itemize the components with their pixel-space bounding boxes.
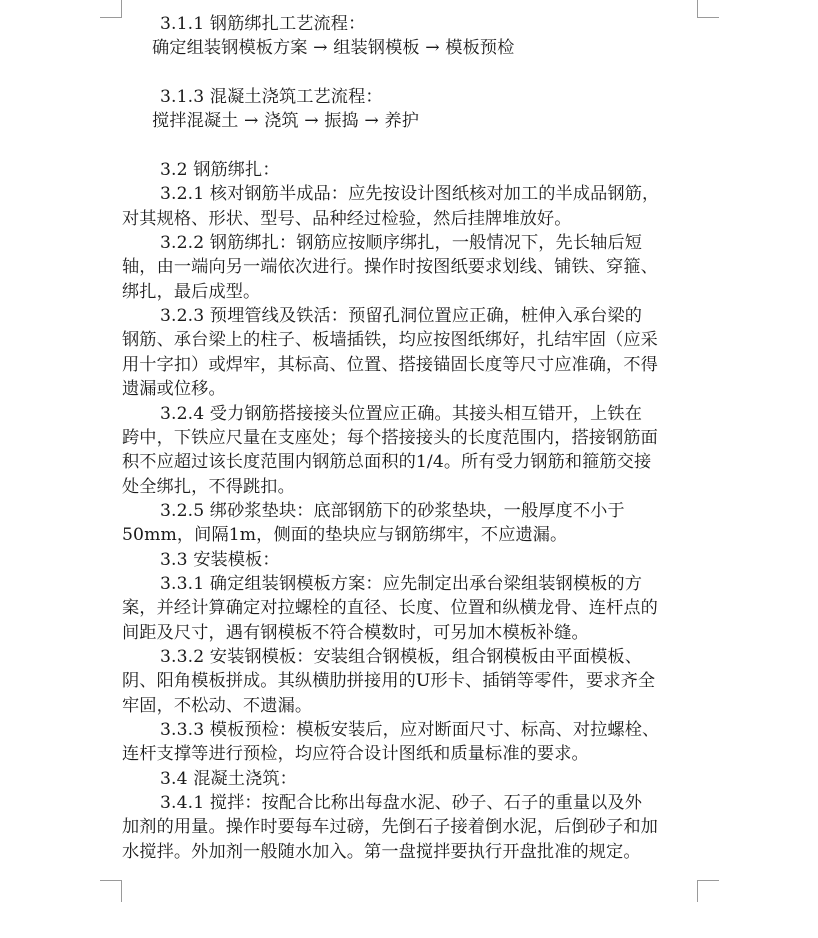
text-line-s341-l2: 加剂的用量。操作时要每车过磅，先倒石子接着倒水泥，后倒砂子和加 [122,817,658,838]
crop-mark-bottom-left-v [121,880,122,902]
text-line-s333-l1: 3.3.3 模板预检：模板安装后，应对断面尺寸、标高、对拉螺栓、 [160,719,660,740]
text-line-s321-l2: 对其规格、形状、型号、品种经过检验，然后挂牌堆放好。 [122,208,572,229]
text-line-s321-l1: 3.2.1 核对钢筋半成品：应先按设计图纸核对加工的半成品钢筋， [160,184,660,205]
text-line-s331-l2: 案，并经计算确定对拉螺栓的直径、长度、位置和纵横龙骨、连杆点的 [122,598,658,619]
text-line-s323-l4: 遗漏或位移。 [122,379,226,400]
text-line-s313-flow: 搅拌混凝土 → 浇筑 → 振捣 → 养护 [152,111,420,132]
text-line-s333-l2: 连杆支撑等进行预检，均应符合设计图纸和质量标准的要求。 [122,744,589,765]
spacer [122,134,702,158]
text-line-s33-heading: 3.3 安装模板： [160,549,280,570]
text-line-s34-heading: 3.4 混凝土浇筑： [160,768,297,789]
spacer [122,61,702,85]
text-line-s324-l1: 3.2.4 受力钢筋搭接接头位置应正确。其接头相互错开，上铁在 [160,403,642,424]
text-line-s331-l3: 间距及尺寸，遇有钢模板不符合模数时，可另加木模板补缝。 [122,622,589,643]
text-line-s325-l1: 3.2.5 绑砂浆垫块：底部钢筋下的砂浆垫块，一般厚度不小于 [160,500,625,521]
text-line-s311-flow: 确定组装钢模板方案 → 组装钢模板 → 模板预检 [152,38,515,59]
text-line-s313-heading: 3.1.3 混凝土浇筑工艺流程： [160,87,383,108]
text-line-s332-l2: 阴、阳角模板拼成。其纵横肋拼接用的U形卡、插销等零件，要求齐全 [122,671,656,692]
text-line-s332-l1: 3.3.2 安装钢模板：安装组合钢模板，组合钢模板由平面模板、 [160,646,642,667]
text-line-s32-heading: 3.2 钢筋绑扎： [160,160,280,181]
crop-mark-top-left-h [100,17,122,18]
text-line-s325-l2: 50mm，间隔1m，侧面的垫块应与钢筋绑牢，不应遗漏。 [122,525,568,546]
crop-mark-bottom-left-h [100,880,122,881]
text-line-s324-l4: 处全绑扎，不得跳扣。 [122,476,295,497]
text-line-s322-l2: 轴，由一端向另一端依次进行。操作时按图纸要求划线、铺铁、穿箍、 [122,257,658,278]
text-line-s323-l1: 3.2.3 预埋管线及铁活：预留孔洞位置应正确，桩伸入承台梁的 [160,306,642,327]
text-line-s324-l2: 跨中，下铁应尺量在支座处；每个搭接接头的长度范围内，搭接钢筋面 [122,427,658,448]
text-line-s322-l1: 3.2.2 钢筋绑扎：钢筋应按顺序绑扎，一般情况下，先长轴后短 [160,233,642,254]
document-body [122,12,702,864]
crop-mark-bottom-right-v [697,880,698,902]
text-line-s323-l2: 钢筋、承台梁上的柱子、板墙插铁，均应按图纸绑好，扎结牢固（应采 [122,330,658,351]
text-line-s331-l1: 3.3.1 确定组装钢模板方案：应先制定出承台梁组装钢模板的方 [160,573,642,594]
text-line-s341-l1: 3.4.1 搅拌：按配合比称出每盘水泥、砂子、石子的重量以及外 [160,793,642,813]
crop-mark-bottom-right-h [697,880,719,881]
text-line-s311-heading: 3.1.1 钢筋绑扎工艺流程： [160,14,366,34]
text-line-s323-l3: 用十字扣）或焊牢，其标高、位置、搭接锚固长度等尺寸应准确，不得 [122,354,658,375]
text-line-s332-l3: 牢固，不松动、不遗漏。 [122,695,313,716]
text-line-s324-l3: 积不应超过该长度范围内钢筋总面积的1/4。所有受力钢筋和箍筋交接 [122,452,652,473]
text-line-s322-l3: 绑扎，最后成型。 [122,281,261,302]
text-line-s341-l3: 水搅拌。外加剂一般随水加入。第一盘搅拌要执行开盘批准的规定。 [122,841,641,862]
